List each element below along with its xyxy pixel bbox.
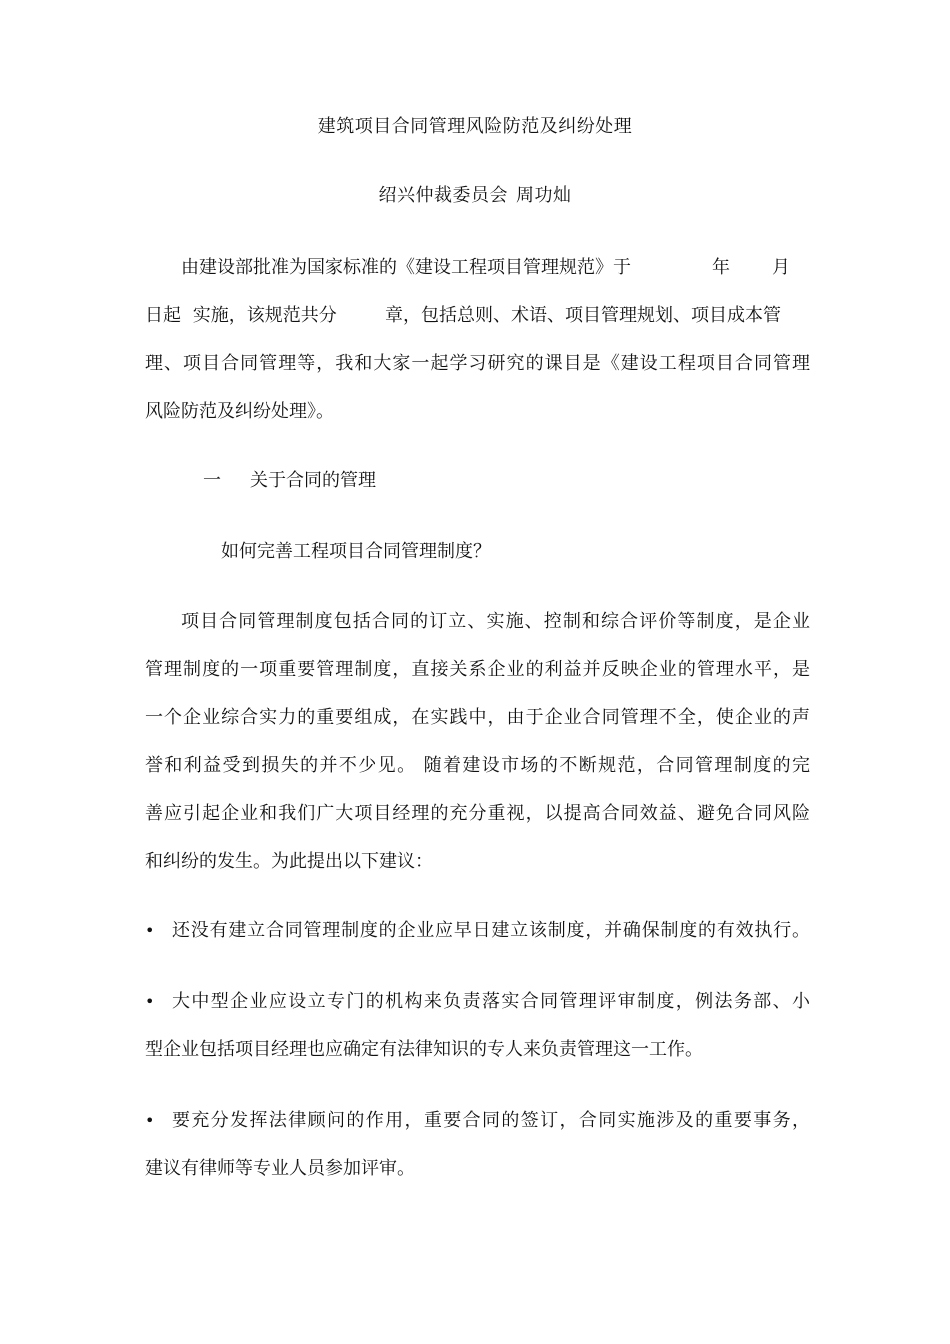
bullet-2-line-2: 型企业包括项目经理也应确定有法律知识的专人来负责管理这一工作。: [145, 1039, 703, 1060]
bullet-dot: •: [145, 992, 155, 1011]
intro-text-2b: 实施，该规范共分: [192, 305, 337, 326]
author-name: 周功灿: [516, 185, 572, 206]
question-heading: 如何完善工程项目合同管理制度？: [221, 541, 491, 562]
intro-text-1a: 由建设部批准为国家标准的《建设工程项目管理规范》于: [181, 257, 631, 278]
bullet-2-line-1: 大中型企业应设立专门的机构来负责落实合同管理评审制度，例法务部、小: [172, 991, 810, 1012]
para2-line-2: 管理制度的一项重要管理制度，直接关系企业的利益并反映企业的管理水平，是: [145, 659, 810, 680]
bullet-dot: •: [145, 921, 155, 940]
intro-line-3: 理、项目合同管理等，我和大家一起学习研究的课目是《建设工程项目合同管理: [145, 353, 810, 374]
document-title: 建筑项目合同管理风险防范及纠纷处理: [317, 116, 633, 137]
intro-text-2c: 章，包括总则、术语、项目管理规划、项目成本管: [385, 305, 781, 326]
section-title: 关于合同的管理: [250, 470, 376, 491]
author-org: 绍兴仲裁委员会: [378, 185, 508, 206]
intro-line-2: [145, 303, 810, 329]
intro-line-1: [181, 255, 810, 281]
bullet-3-line-2: 建议有律师等专业人员参加评审。: [145, 1158, 415, 1179]
section-heading: [203, 468, 868, 494]
bullet-dot: •: [145, 1111, 155, 1130]
intro-text-2a: 日起: [145, 305, 181, 326]
para2-line-1: 项目合同管理制度包括合同的订立、实施、控制和综合评价等制度，是企业: [181, 611, 810, 632]
author-line: [0, 183, 950, 209]
intro-month-label: 月: [772, 257, 790, 278]
intro-line-4: 风险防范及纠纷处理》。: [145, 401, 334, 422]
intro-year-label: 年: [712, 257, 730, 278]
bullet-3-line-1: 要充分发挥法律顾问的作用，重要合同的签订，合同实施涉及的重要事务，: [172, 1110, 810, 1131]
para2-line-5: 善应引起企业和我们广大项目经理的充分重视，以提高合同效益、避免合同风险: [145, 803, 810, 824]
para2-line-4: 誉和利益受到损失的并不少见。 随着建设市场的不断规范，合同管理制度的完: [145, 755, 810, 776]
bullet-1-line-1: 还没有建立合同管理制度的企业应早日建立该制度，并确保制度的有效执行。: [172, 920, 810, 941]
section-number: 一: [203, 470, 221, 491]
para2-line-6: 和纠纷的发生。为此提出以下建议：: [145, 851, 433, 872]
para2-line-3: 一个企业综合实力的重要组成，在实践中，由于企业合同管理不全，使企业的声: [145, 707, 810, 728]
